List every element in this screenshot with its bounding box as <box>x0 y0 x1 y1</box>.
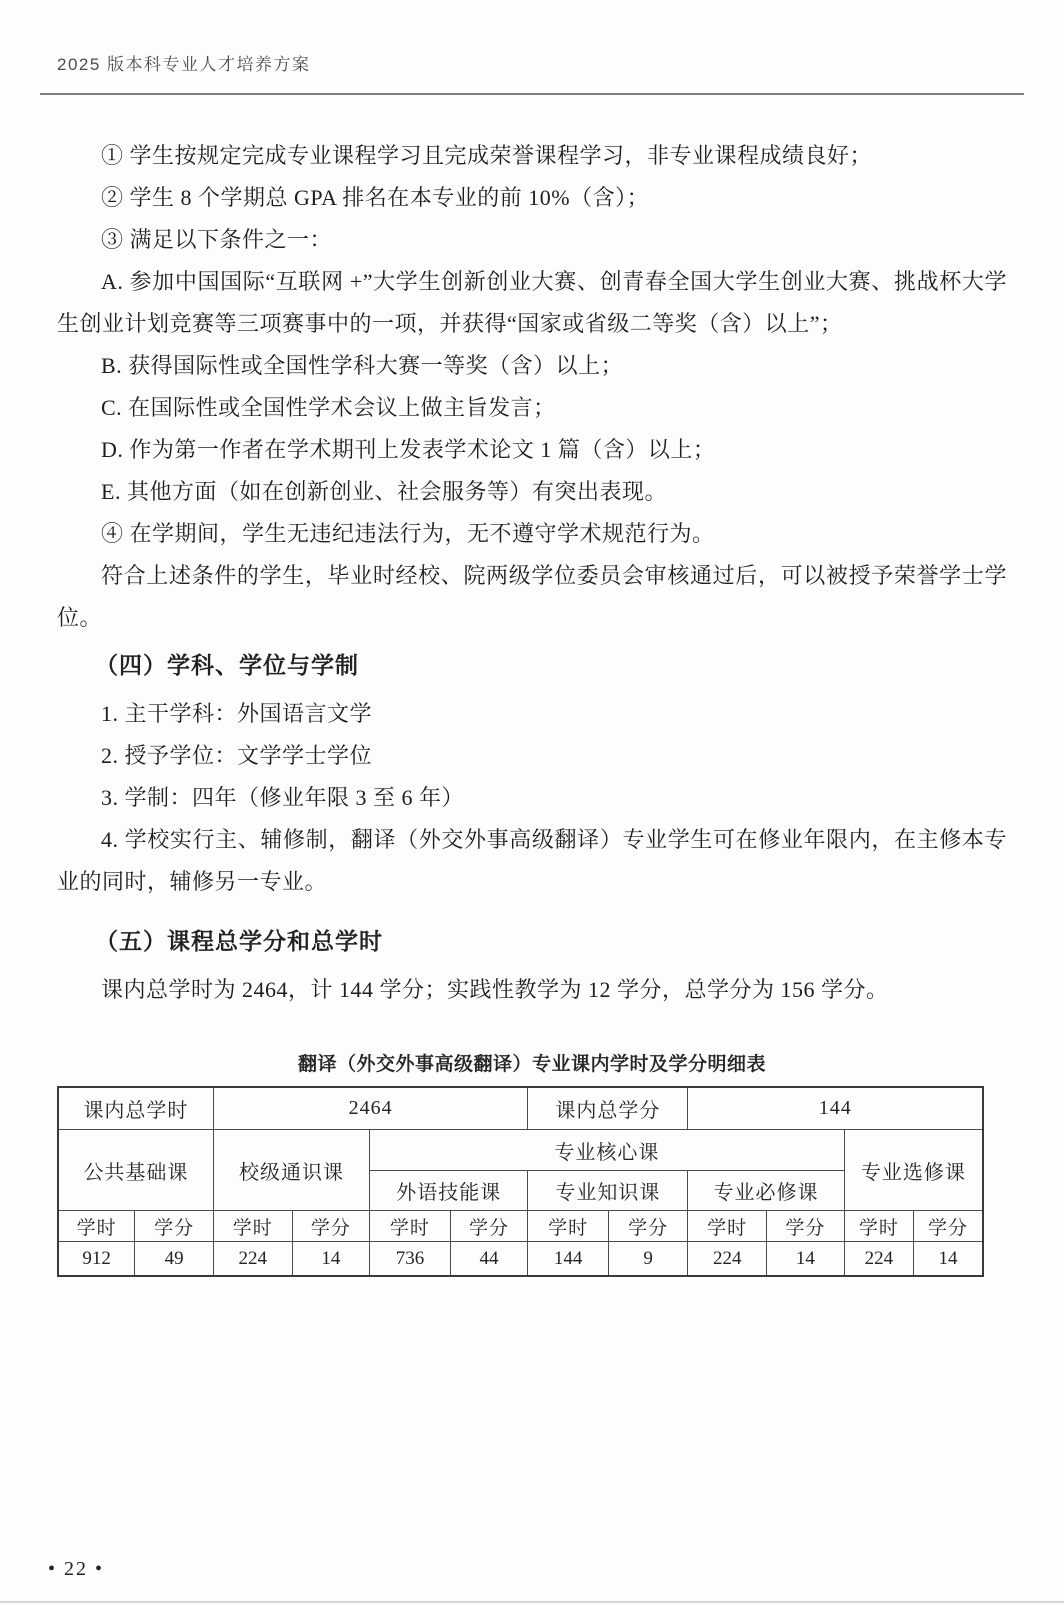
intro-closing: 符合上述条件的学生，毕业时经校、院两级学位委员会审核通过后，可以被授予荣誉学士学位。 <box>57 563 1007 630</box>
section4-item-4: 4. 学校实行主、辅修制，翻译（外交外事高级翻译）专业学生可在修业年限内，在主修本专业的同时，辅修另一专业。 <box>57 827 1007 894</box>
intro-item-2: ② 学生 8 个学期总 GPA 排名在本专业的前 10%（含）； <box>101 185 650 210</box>
header-divider <box>40 93 1024 95</box>
table-title: 翻译（外交外事高级翻译）专业课内学时及学分明细表 <box>297 1054 766 1075</box>
section5-heading: （五）课程总学分和总学时 <box>95 928 383 954</box>
value-cell: 912 <box>58 1242 135 1277</box>
intro-item-b: B. 获得国际性或全国性学科大赛一等奖（含）以上； <box>101 353 624 378</box>
page-number: • 22 • <box>48 1558 105 1580</box>
intro-item-e: E. 其他方面（如在创新创业、社会服务等）有突出表现。 <box>101 479 667 504</box>
unit-hours-header: 学时 <box>688 1211 767 1242</box>
bottom-edge-line <box>0 1601 1064 1603</box>
section4-heading: （四）学科、学位与学制 <box>95 652 359 678</box>
unit-hours-header: 学时 <box>844 1211 913 1242</box>
credit-hours-table <box>57 1086 984 1277</box>
unit-hours-header: 学时 <box>370 1211 450 1242</box>
value-cell: 14 <box>767 1242 845 1277</box>
value-cell: 9 <box>608 1242 688 1277</box>
group-public-basic: 公共基础课 <box>58 1130 213 1211</box>
value-cell: 44 <box>450 1242 528 1277</box>
group-university-general: 校级通识课 <box>213 1130 369 1211</box>
unit-credits-header: 学分 <box>608 1211 688 1242</box>
section4-item-2: 2. 授予学位：文学学士学位 <box>101 743 373 768</box>
unit-credits-header: 学分 <box>450 1211 528 1242</box>
section4-item-1: 1. 主干学科：外国语言文学 <box>101 701 373 726</box>
intro-item-4: ④ 在学期间，学生无违纪违法行为，无不遵守学术规范行为。 <box>101 521 715 546</box>
section4-item-3: 3. 学制：四年（修业年限 3 至 6 年） <box>101 785 465 810</box>
group-major-core: 专业核心课 <box>370 1130 844 1171</box>
subgroup-language-skills: 外语技能课 <box>370 1171 528 1211</box>
intro-item-c: C. 在国际性或全国性学术会议上做主旨发言； <box>101 395 556 420</box>
unit-hours-header: 学时 <box>213 1211 292 1242</box>
unit-credits-header: 学分 <box>135 1211 214 1242</box>
group-major-elective: 专业选修课 <box>844 1130 983 1211</box>
subgroup-major-knowledge: 专业知识课 <box>528 1171 688 1211</box>
value-cell: 14 <box>914 1242 983 1277</box>
section5-paragraph: 课内总学时为 2464，计 144 学分；实践性教学为 12 学分，总学分为 156 学分。 <box>101 977 889 1002</box>
unit-credits-header: 学分 <box>767 1211 845 1242</box>
value-cell: 49 <box>135 1242 214 1277</box>
total-credits-value: 144 <box>688 1087 983 1130</box>
unit-hours-header: 学时 <box>528 1211 608 1242</box>
unit-credits-header: 学分 <box>292 1211 370 1242</box>
value-cell: 224 <box>213 1242 292 1277</box>
intro-item-1: ① 学生按规定完成专业课程学习且完成荣誉课程学习，非专业课程成绩良好； <box>101 143 873 168</box>
unit-credits-header: 学分 <box>914 1211 983 1242</box>
total-hours-label: 课内总学时 <box>58 1087 213 1130</box>
value-cell: 736 <box>370 1242 450 1277</box>
subgroup-major-required: 专业必修课 <box>688 1171 844 1211</box>
intro-item-a: A. 参加中国国际“互联网 +”大学生创新创业大赛、创青春全国大学生创业大赛、挑战杯大学生创业计划竞赛等三项赛事中的一项，并获得“国家或省级二等奖（含）以上”； <box>57 269 1007 336</box>
intro-item-d: D. 作为第一作者在学术期刊上发表学术论文 1 篇（含）以上； <box>101 437 716 462</box>
unit-hours-header: 学时 <box>58 1211 135 1242</box>
value-cell: 144 <box>528 1242 608 1277</box>
page-content <box>57 135 1007 1277</box>
value-cell: 224 <box>844 1242 913 1277</box>
intro-item-3: ③ 满足以下条件之一： <box>101 227 333 252</box>
header-title: 2025 版本科专业人才培养方案 <box>57 55 311 74</box>
total-hours-value: 2464 <box>213 1087 527 1130</box>
total-credits-label: 课内总学分 <box>528 1087 688 1130</box>
value-cell: 14 <box>292 1242 370 1277</box>
value-cell: 224 <box>688 1242 767 1277</box>
